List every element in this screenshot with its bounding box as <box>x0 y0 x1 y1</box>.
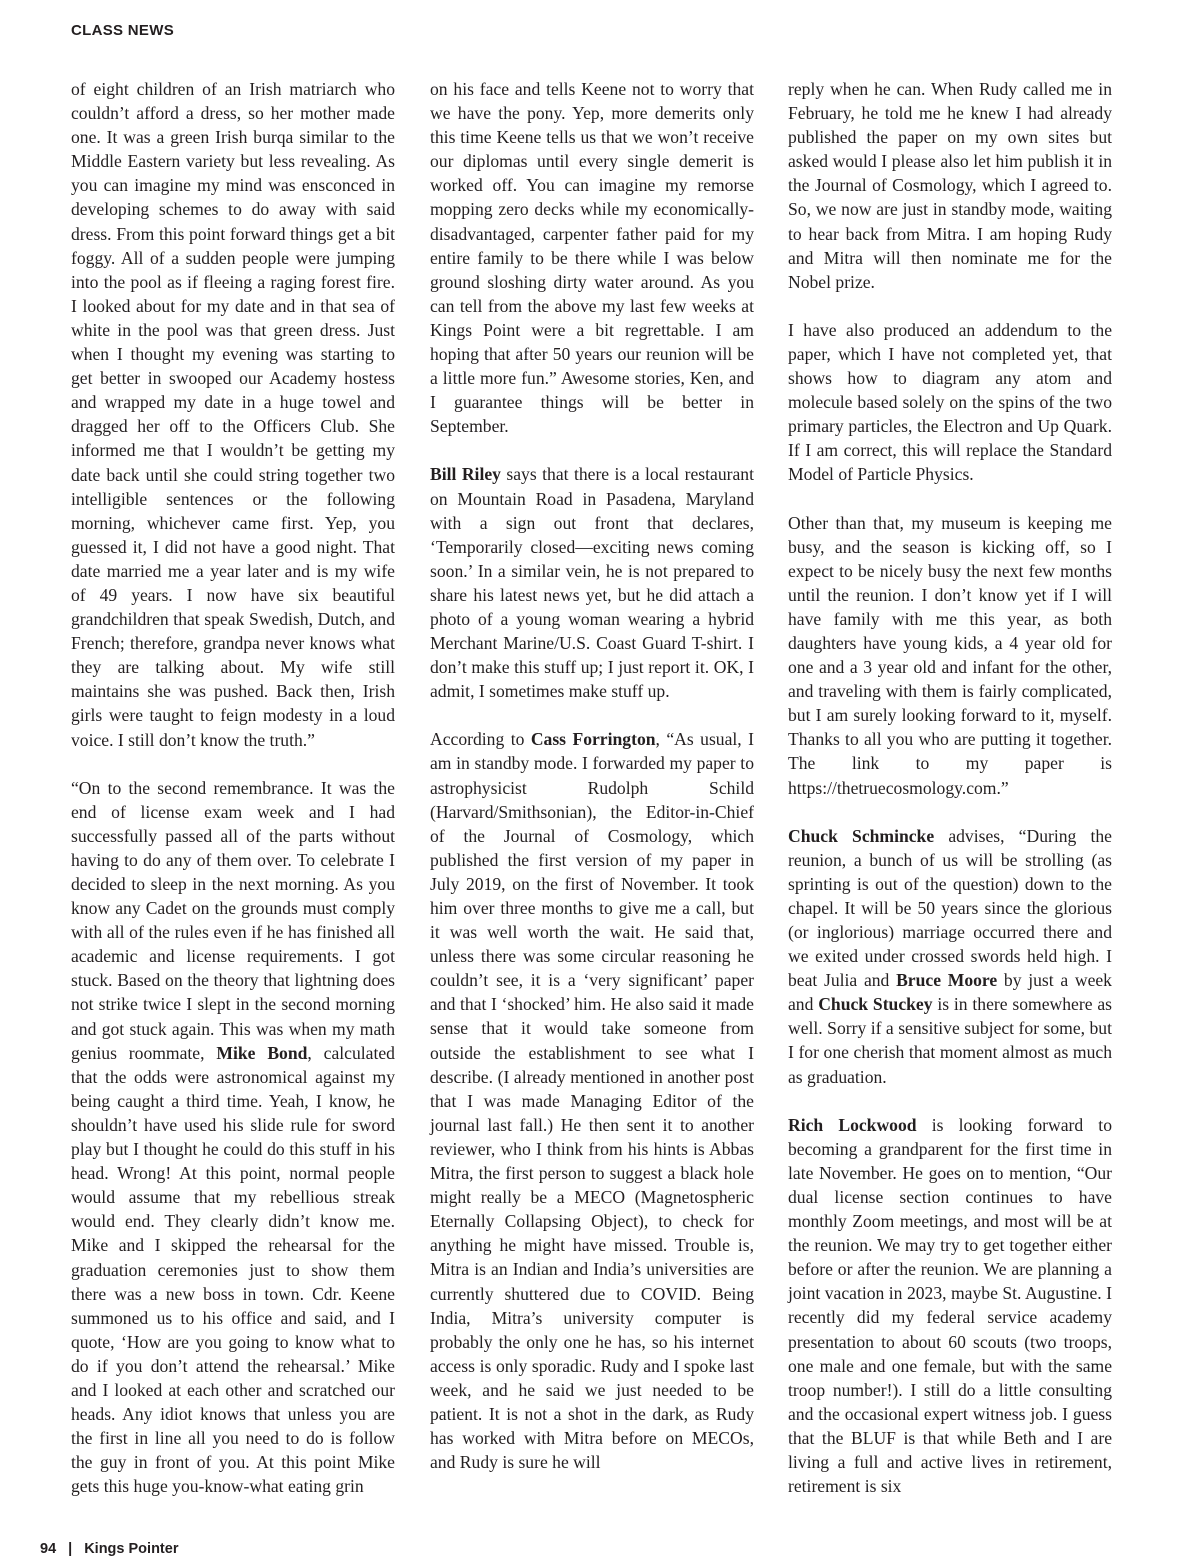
paragraph: on his face and tells Keene not to worry that we have the pony. Yep, more demerits only this time Keene tells us that we won’t receive our diplomas until every single demerit is worked off. You can imagine my remorse mopping zero decks while my economically-disadvantaged, carpenter father paid for my entire family to be there while I was below ground sloshing dirty water around. As you can tell from the above my last few weeks at Kings Point were a bit regrettable. I am hoping that after 50 years our reunion will be a little more fun.” Awesome stories, Ken, and I guarantee things will be better in September. <box>430 79 754 437</box>
person-name: Chuck Stuckey <box>818 994 933 1015</box>
section-header: CLASS NEWS <box>71 22 175 39</box>
paragraph: According to Cass Forrington, “As usual, I am in standby mode. I forwarded my paper to astrophysicist Rudolph Schild (Harvard/Smithsonian), the Editor-in-Chief of the Journal of Cosmology, which published the first version of my paper in July 2019, on the first of November. It took him over three months to give me a call, but it was well worth the wait. He said that, unless there was some circular reasoning he couldn’t see, it is a ‘very significant’ paper and that I ‘shocked’ him. He also said it made sense that it would take someone from outside the establishment to see what I describe. (I already mentioned in another post that I was made Managing Editor of the journal last fall.) He then sent it to another reviewer, who I think from his hints is Abbas Mitra, the first person to suggest a black hole might really be a MECO (Magnetospheric Eternally Collapsing Object), to check for anything he might have missed. Trouble is, Mitra is an Indian and India’s universities are currently shuttered due to COVID. Being India, Mitra’s university computer is probably the only one he has, so his internet access is only sporadic. Rudy and I spoke last week, and he said we just needed to be patient. It is not a shot in the dark, as Rudy has worked with Mitra before on MECOs, and Rudy is sure he will <box>430 729 754 1473</box>
person-name: Rich Lockwood <box>788 1114 917 1135</box>
text-column-1 <box>71 77 395 1522</box>
page-number: 94 <box>40 1541 57 1557</box>
person-name: Cass Forrington <box>530 729 656 750</box>
paragraph: Other than that, my museum is keeping me busy, and the season is kicking off, so I expect to be nicely busy the next few months until the reunion. I don’t know yet if I will have family with me this year, as both daughters have young kids, a 4 year old for one and a 3 year old and infant for the other, and traveling with them is fairly complicated, but I am surely looking forward to it, myself. Thanks to all you who are putting it together. The link to my paper is https://thetruecosmology.com.” <box>788 512 1112 798</box>
footer-separator: | <box>68 1541 73 1557</box>
page-footer <box>40 1541 178 1557</box>
paragraph: of eight children of an Irish matriarch who couldn’t afford a dress, so her mother made one. It was a green Irish burqa similar to the Middle Eastern variety but less revealing. As you can imagine my mind was ensconced in developing schemes to do away with said dress. From this point forward things get a bit foggy. All of a sudden people were jumping into the pool as if fleeing a raging forest fire. I looked about for my date and in that sea of white in the pool was that green dress. Just when I thought my evening was starting to get better in swooped our Academy hostess and wrapped my date in a huge towel and dragged her off to the Officers Club. She informed me that I wouldn’t be getting my date back until she could string together two intelligible sentences or the following morning, whichever came first. Yep, you guessed it, I did not have a good night. That date married me a year later and is my wife of 49 years. I now have six beautiful grandchildren that speak Swedish, Dutch, and French; therefore, grandpa never knows what they are talking about. My wife still maintains she was pushed. Back then, Irish girls were taught to feign modesty in a loud voice. I still don’t know the truth.” <box>71 79 395 750</box>
text-column-3 <box>788 77 1112 1522</box>
person-name: Mike Bond <box>216 1042 308 1063</box>
person-name: Bill Riley <box>430 464 501 485</box>
text-column-2 <box>430 77 754 1498</box>
paragraph: “On to the second remembrance. It was the end of license exam week and I had successfully passed all of the parts without having to do any of them over. To celebrate I decided to sleep in the next morning. As you know any Cadet on the grounds must comply with all of the rules even if he has finished all academic and license requirements. I got stuck. Based on the theory that lightning does not strike twice I slept in the second morning and got stuck again. This was when my math genius roommate, Mike Bond, calculated that the odds were astronomical against my being caught a third time. Yeah, I know, he shouldn’t have used his slide rule for sword play but I thought he could do this stuff in his head. Wrong! At this point, normal people would assume that my rebellious streak would end. They clearly didn’t know me. Mike and I skipped the rehearsal for the graduation ceremonies just to show them there was a new boss in town. Cdr. Keene summoned us to his office and said, and I quote, ‘How are you going to know what to do if you don’t attend the rehearsal.’ Mike and I looked at each other and scratched our heads. Any idiot knows that unless you are the first in line all you need to do is follow the guy in front of you. At this point Mike gets this huge you-know-what eating grin <box>71 777 395 1497</box>
person-name: Bruce Moore <box>896 970 998 991</box>
paragraph: Bill Riley says that there is a local restaurant on Mountain Road in Pasadena, Maryland with a sign out front that declares, ‘Temporarily closed—exciting news coming soon.’ In a similar vein, he is not prepared to share his latest news yet, but he did attach a photo of a young woman wearing a hybrid Merchant Marine/U.S. Coast Guard T-shirt. I don’t make this stuff up; I just report it. OK, I admit, I sometimes make stuff up. <box>430 464 754 702</box>
paragraph: Chuck Schmincke advises, “During the reunion, a bunch of us will be strolling (as sprinting is out of the question) down to the chapel. It will be 50 years since the glorious (or inglorious) marriage occurred there and we exited under crossed swords held high. I beat Julia and Bruce Moore by just a week and Chuck Stuckey is in there somewhere as well. Sorry if a sensitive subject for some, but I for one cherish that moment almost as much as graduation. <box>788 825 1112 1087</box>
person-name: Chuck Schmincke <box>788 825 935 846</box>
paragraph: reply when he can. When Rudy called me in February, he told me he knew I had already published the paper on my own sites but asked would I please also let him publish it in the Journal of Cosmology, which I agreed to. So, we now are just in standby mode, waiting to hear back from Mitra. I am hoping Rudy and Mitra will then nominate me for the Nobel prize. <box>788 79 1112 292</box>
paragraph: I have also produced an addendum to the paper, which I have not completed yet, that shows how to diagram any atom and molecule based solely on the spins of the two primary particles, the Electron and Up Quark. If I am correct, this will replace the Standard Model of Particle Physics. <box>788 319 1112 485</box>
publication-name: Kings Pointer <box>84 1541 179 1557</box>
paragraph: Rich Lockwood is looking forward to becoming a grandparent for the first time in late November. He goes on to mention, “Our dual license section continues to have monthly Zoom meetings, and most will be at the reunion. We may try to get together either before or after the reunion. We are planning a joint vacation in 2023, maybe St. Augustine. I recently did my federal service academy presentation to about 60 scouts (two troops, one male and one female, but with the same troop number!). I still do a little consulting and the occasional expert witness job. I guess that the BLUF is that while Beth and I are living a full and active lives in retirement, retirement is six <box>788 1114 1112 1497</box>
